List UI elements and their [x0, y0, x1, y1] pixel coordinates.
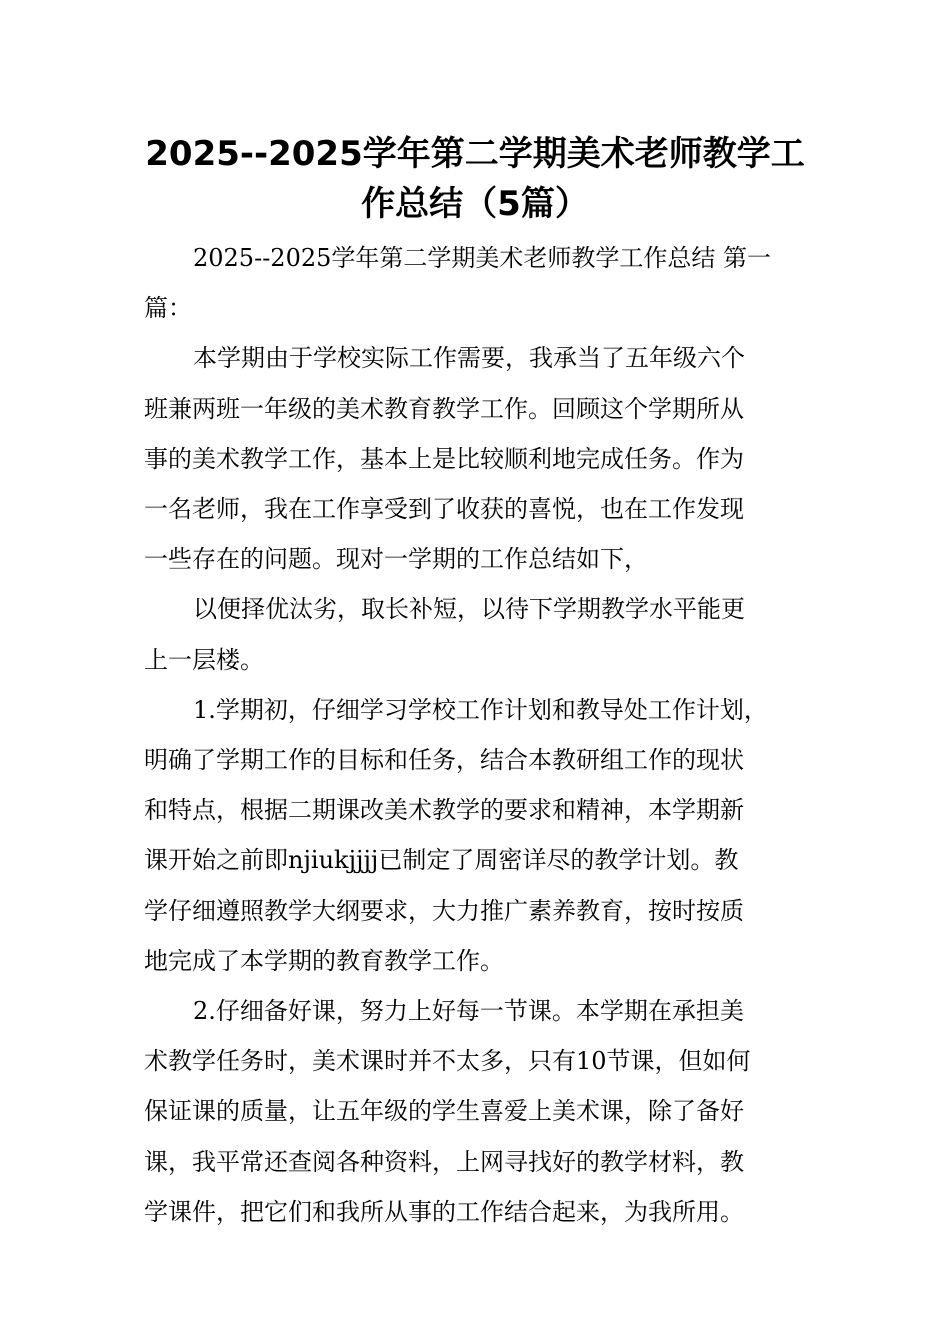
paragraph-line: 一名老师，我在工作享受到了收获的喜悦，也在工作发现 [144, 495, 744, 523]
paragraph-line: 事的美术教学工作，基本上是比较顺利地完成任务。作为 [144, 444, 744, 473]
paragraph-line: 学课件，把它们和我所从事的工作结合起来，为我所用。 [144, 1197, 744, 1226]
paragraph-line: 课开始之前即njiukjjjj已制定了周密详尽的教学计划。教 [144, 846, 739, 875]
paragraph-line: 明确了学期工作的目标和任务，结合本教研组工作的现状 [144, 746, 744, 774]
paragraph-line: 和特点，根据二期课改美术教学的要求和精神，本学期新 [144, 796, 744, 825]
paragraph-line: 课，我平常还查阅各种资料，上网寻找好的教学材料，教 [144, 1147, 744, 1176]
paragraph-line: 篇： [144, 294, 192, 323]
paragraph-line: 学仔细遵照教学大纲要求，大力推广素养教育，按时按质 [144, 896, 744, 925]
paragraph-line: 一些存在的问题。现对一学期的工作总结如下， [144, 545, 648, 574]
paragraph-line: 以便择优汰劣，取长补短，以待下学期教学水平能更 [193, 595, 745, 624]
paragraph-line: 保证课的质量，让五年级的学生喜爱上美术课，除了备好 [144, 1097, 744, 1126]
paragraph-line: 2.仔细备好课，努力上好每一节课。本学期在承担美 [193, 997, 744, 1025]
document-title-line-2: 作总结（5篇） [361, 184, 589, 224]
paragraph-line: 本学期由于学校实际工作需要，我承当了五年级六个 [193, 344, 745, 373]
paragraph-line: 地完成了本学期的教育教学工作。 [144, 946, 504, 975]
paragraph-line: 上一层楼。 [144, 645, 264, 674]
paragraph-line: 术教学任务时，美术课时并不太多，只有10节课，但如何 [144, 1047, 751, 1076]
paragraph-line: 2025--2025学年第二学期美术老师教学工作总结 第一 [193, 244, 772, 272]
paragraph-line: 1.学期初，仔细学习学校工作计划和教导处工作计划， [193, 695, 768, 724]
paragraph-line: 班兼两班一年级的美术教育教学工作。回顾这个学期所从 [144, 394, 744, 423]
document-title-line-1: 2025--2025学年第二学期美术老师教学工 [145, 134, 805, 174]
